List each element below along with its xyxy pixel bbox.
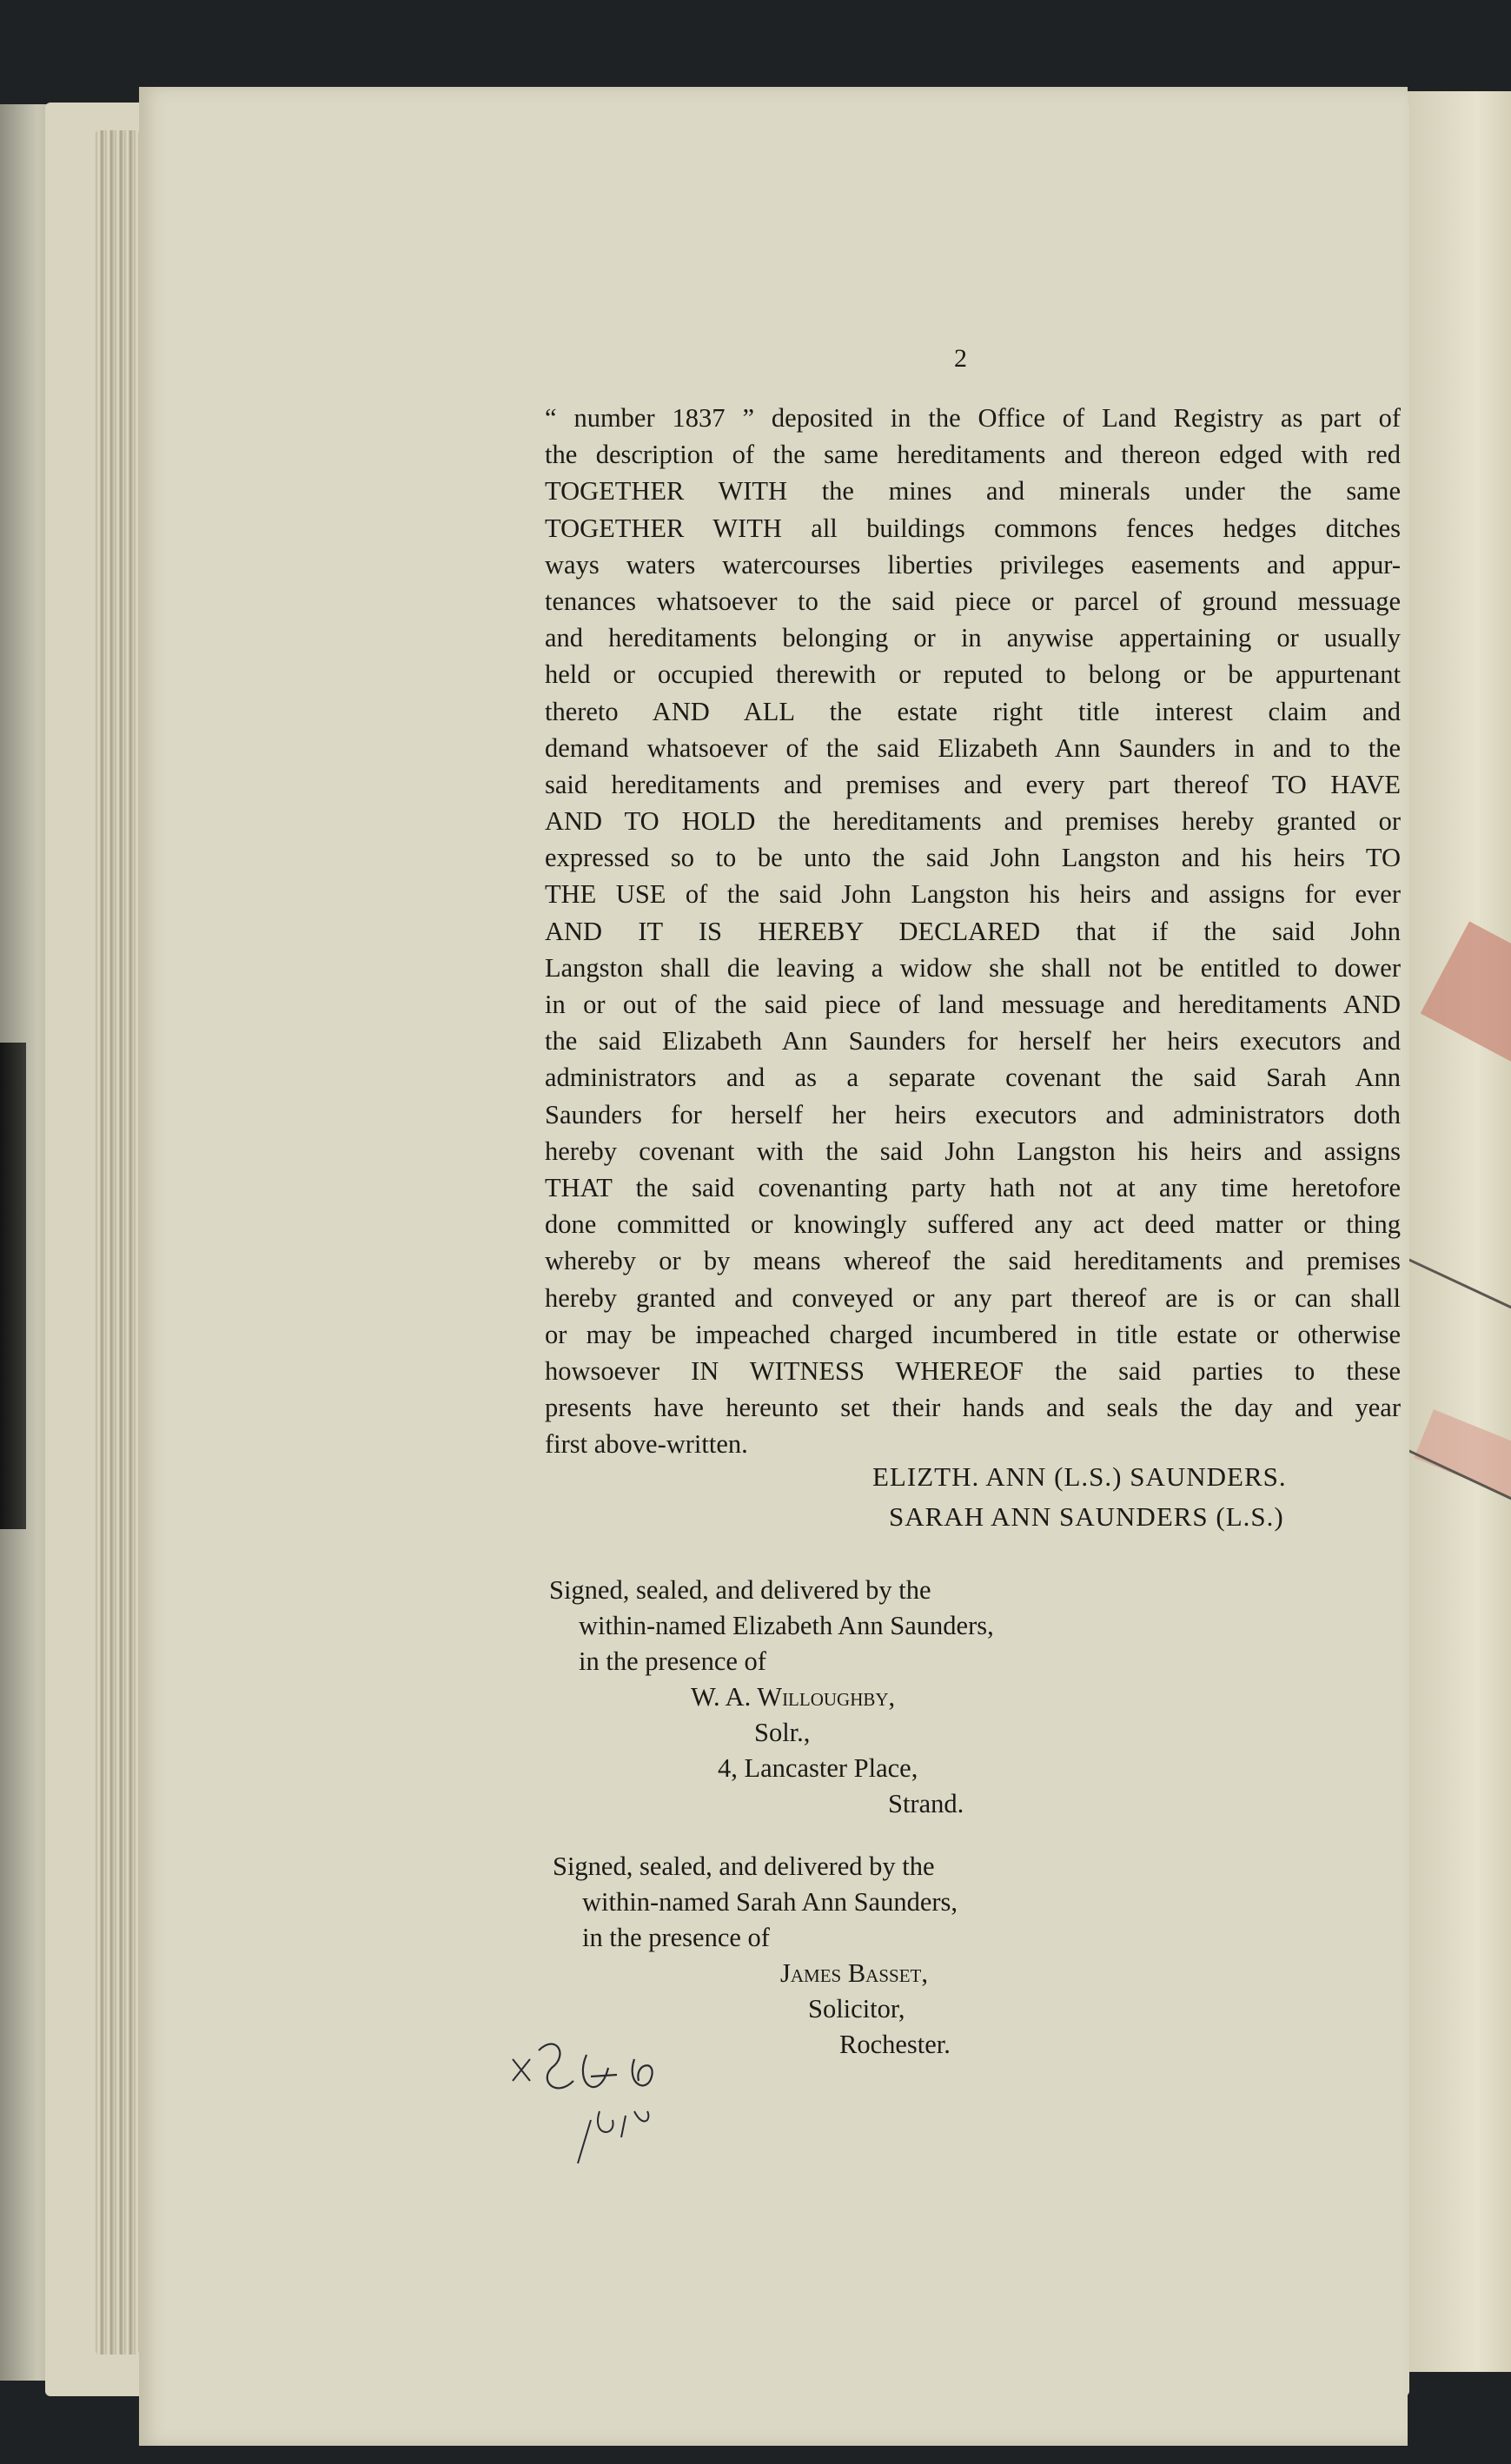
witness-address: Rochester. (839, 2030, 951, 2059)
body-line: AND IT IS HEREBY DECLARED that if the said John (545, 916, 1401, 946)
body-line: presents have hereunto set their hands and seals the day and year (545, 1393, 1401, 1423)
body-line: AND TO HOLD the hereditaments and premises hereby granted or (545, 806, 1401, 837)
body-line: expressed so to be unto the said John Langston and his heirs TO (545, 843, 1401, 873)
body-line: THAT the said covenanting party hath not at any time heretofore (545, 1172, 1401, 1202)
body-line: demand whatsoever of the said Elizabeth Ann Saunders in and to the (545, 732, 1401, 763)
body-line: and hereditaments belonging or in anywise appertaining or usually (545, 623, 1401, 653)
body-line: TOGETHER WITH the mines and minerals under the same (545, 476, 1401, 507)
body-line: howsoever IN WITNESS WHEREOF the said parties to these (545, 1355, 1401, 1386)
attestation-intro: in the presence of (579, 1646, 766, 1676)
deed-body-text (545, 400, 1401, 1462)
handwritten-annotation (504, 2007, 712, 2172)
body-line: first above-written. (545, 1429, 748, 1460)
map-boundary-line (1399, 1254, 1511, 1329)
body-line: the description of the same hereditaments and thereon edged with red (545, 440, 1401, 470)
body-line: hereby covenant with the said John Langston his heirs and assigns (545, 1136, 1401, 1166)
witness-address: 4, Lancaster Place, (718, 1753, 918, 1783)
attestation-intro: within-named Sarah Ann Saunders, (582, 1887, 958, 1917)
binding-shadow (0, 1043, 26, 1529)
body-line: in or out of the said piece of land messuage and hereditaments AND (545, 990, 1401, 1019)
witness-name: James Basset, (780, 1958, 928, 1988)
body-line: TOGETHER WITH all buildings commons fences hedges ditches (545, 513, 1401, 543)
folded-map-edge (1399, 91, 1511, 2372)
body-line: Saunders for herself her heirs executors and administrators doth (545, 1099, 1401, 1129)
witness-title: Solr., (754, 1718, 811, 1747)
body-line: whereby or by means whereof the said hereditaments and premises (545, 1246, 1401, 1276)
body-line: administrators and as a separate covenant the said Sarah Ann (545, 1063, 1401, 1093)
body-line: ways waters watercourses liberties privileges easements and appur- (545, 549, 1401, 580)
body-line: Langston shall die leaving a widow she shall not be entitled to dower (545, 952, 1401, 983)
attestation-intro: Signed, sealed, and delivered by the (549, 1575, 931, 1605)
signature-sarah: SARAH ANN SAUNDERS (L.S.) (889, 1501, 1284, 1532)
attestation-intro: in the presence of (582, 1923, 770, 1952)
body-line: or may be impeached charged incumbered in title estate or otherwise (545, 1319, 1401, 1349)
body-line: THE USE of the said John Langston his heirs and assigns for ever (545, 879, 1401, 910)
witness-name: W. A. Willoughby, (691, 1682, 896, 1712)
page-stack-edges (96, 130, 139, 2355)
body-line: held or occupied therewith or reputed to belong or be appurtenant (545, 659, 1401, 690)
body-line: the said Elizabeth Ann Saunders for herself her heirs executors and (545, 1026, 1401, 1056)
body-line: done committed or knowingly suffered any act deed matter or thing (545, 1209, 1401, 1240)
signature-elizabeth: ELIZTH. ANN (L.S.) SAUNDERS. (872, 1461, 1287, 1492)
witness-address: Strand. (888, 1789, 964, 1818)
body-line: thereto AND ALL the estate right title interest claim and (545, 696, 1401, 726)
map-red-strip (1414, 1409, 1511, 1536)
page-number: 2 (954, 344, 967, 373)
attestation-intro: Signed, sealed, and delivered by the (553, 1851, 935, 1881)
attestation-intro: within-named Elizabeth Ann Saunders, (579, 1611, 994, 1640)
map-red-area (1421, 921, 1511, 1103)
witness-title: Solicitor, (808, 1994, 905, 2024)
body-line: said hereditaments and premises and every part thereof TO HAVE (545, 769, 1401, 799)
body-line: hereby granted and conveyed or any part thereof are is or can shall (545, 1282, 1401, 1313)
body-line: “ number 1837 ” deposited in the Office of Land Registry as part of (545, 403, 1401, 433)
body-line: tenances whatsoever to the said piece or parcel of ground messuage (545, 586, 1401, 616)
